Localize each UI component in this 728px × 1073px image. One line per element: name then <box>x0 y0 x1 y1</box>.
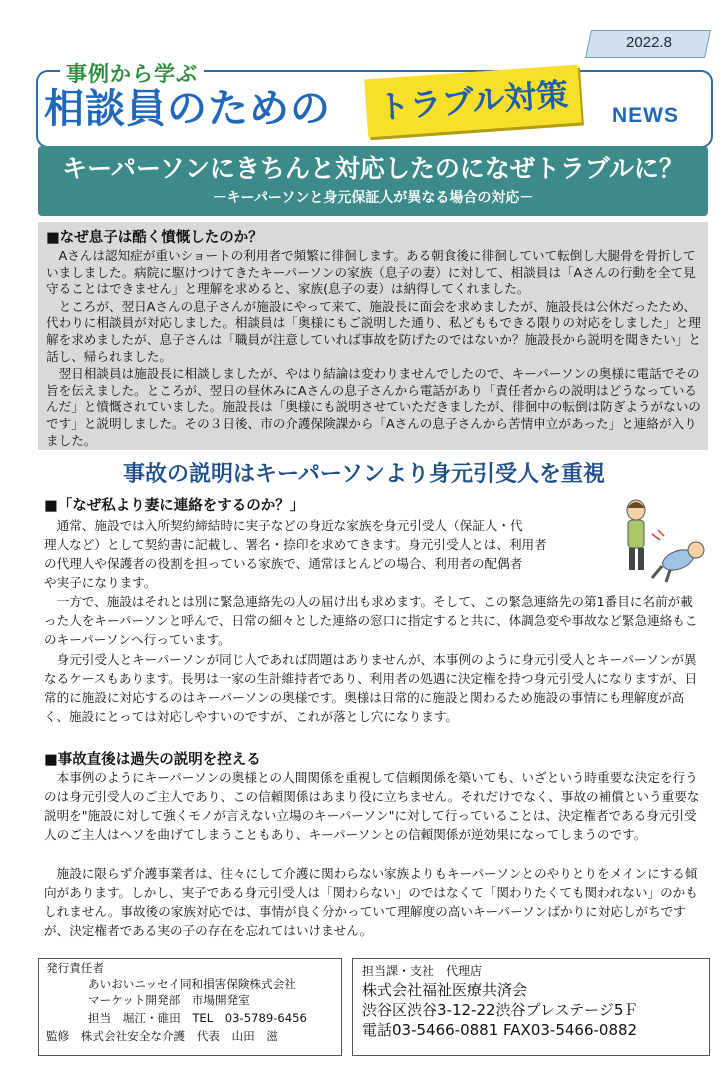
case-paragraph: ところが、翌日Aさんの息子さんが施設にやって来て、施設長に面会を求めましたが、施設長は公休だったため、代わりに相談員が対応しました。相談員は「奥様にもご説明した通り、私どももできる限りの対応をしました」と理解を求めましたが、息子さんは「職員が注意していれば事故を防げたのではないか？施設長から説明を聞きたい」と話し、帰られました。 <box>46 298 701 364</box>
section-paragraph-3 <box>44 650 704 726</box>
fallen-person-illustration <box>608 494 708 588</box>
section-paragraph-4 <box>44 768 704 844</box>
section-paragraph-2 <box>44 592 704 649</box>
news-label: NEWS <box>612 104 679 127</box>
paragraph: 一方で、施設はそれとは別に緊急連絡先の人の届け出も求めます。そして、この緊急連絡先の第1番目に名前が載った人をキーパーソンと呼んで、日常の細々とした連絡の窓口に指定すると共に、体調急変や事故など緊急連絡もこのキーパーソンへ行っています。 <box>44 594 698 647</box>
publisher-company: あいおいニッセイ同和損害保険株式会社 <box>88 977 296 991</box>
section-paragraph-5 <box>44 864 704 940</box>
paragraph-line: 通常、施設では入所契約締結時に実子などの身近な家族を身元引受人（保証人・代 <box>56 518 523 533</box>
trouble-badge-text: トラブル対策 <box>376 75 570 127</box>
agency-phone: 電話03-5466-0881 FAX03-5466-0882 <box>362 1021 638 1039</box>
paragraph: 施設に限らず介護事業者は、往々にして介護に関わらない家族よりもキーパーソンとのやりとりをメインにする傾向があります。しかし、実子である身元引受人は「関わらない」のではなくて「関わりたくても関われない」のかもしれません。事故後の家族対応では、事情が良く分かっていて理解度の高いキーパーソンばかりに対応しがちですが、決定権者である実の子の存在を忘れてはいけません。 <box>44 866 698 938</box>
agency-address: 渋谷区渋谷3-12-22渋谷プレステージ5Ｆ <box>362 1001 639 1019</box>
section-heading-1: ■「なぜ私より妻に連絡をするのか？」 <box>44 498 305 514</box>
paragraph-line: や実子になります。 <box>44 575 157 590</box>
case-heading: ■なぜ息子は酷く憤慨したのか？ <box>46 230 263 246</box>
section-heading-2: ■事故直後は過失の説明を控える <box>44 752 261 768</box>
agency-name: 株式会社福祉医療共済会 <box>362 981 528 999</box>
header-subtitle: 事例から学ぶ <box>60 58 204 88</box>
agency-label: 担当課・支社 代理店 <box>362 964 483 978</box>
publisher-dept: マーケット開発部 市場開発室 <box>88 993 250 1007</box>
header-title: 相談員のための <box>44 86 331 132</box>
paragraph: 身元引受人とキーパーソンが同じ人であれば問題はありませんが、本事例のように身元引受人とキーパーソンが異なるケースもあります。長男は一家の生計維持者であり、利用者の処遇に決定権を持つ身元引受人になりますが、日常的に施設に対応するのはキーパーソンの奥様です。奥様は日常的に施設と関わるため施設の事情にも理解度が高く、施設にとっては対応しやすいのですが、これが落とし穴になります。 <box>44 652 698 724</box>
headline-title: キーパーソンにきちんと対応したのになぜトラブルに？ <box>62 154 684 183</box>
paragraph: 本事例のようにキーパーソンの奥様との人間関係を重視して信頼関係を築いても、いざという時重要な決定を行うのは身元引受人のご主人であり、この信頼関係はあまり役に立ちません。それだけでなく、事故の補償という重要な説明を"施設に対して強くモノが言えない立場のキーパーソン"に対して行っていることは、決定権者である身元引受人のご主人はヘソを曲げてしまうこともあり、キーパーソンとの信頼関係が逆効果になってしまうのです。 <box>44 770 700 842</box>
case-paragraph: Aさんは認知症が重いショートの利用者で頻繁に徘徊します。ある朝食後に徘徊していて転倒し大腿骨を骨折していましました。病院に駆けつけてきたキーパーソンの家族（息子の妻）に対して、相談員は「Aさんの行動を全て見守ることはできません」と理解を求めると、家族(息子の妻）は納得してくれました。 <box>46 248 696 297</box>
paragraph-line: の代理人や保護者の役割を担っている家族で、通常ほとんどの場合、利用者の配偶者 <box>44 556 523 571</box>
case-body <box>46 248 702 450</box>
supervisor: 監修 株式会社安全な介護 代表 山田 滋 <box>46 1029 278 1043</box>
paragraph-line: 理人など）として契約書に記載し、署名・捺印を求めてきます。身元引受人とは、利用者 <box>44 537 547 552</box>
case-paragraph: 翌日相談員は施設長に相談しましたが、やはり結論は変わりませんでしたので、キーパーソンの奥様に電話でその旨を伝えました。ところが、翌日の昼休みにAさんの息子さんから電話があり「責任者からの説明はどうなっているんだ」と憤慨されていました。施設長は「奥様にも説明させていただきましたが、徘徊中の転倒は防ぎようがないのです」と説明しました。その３日後、市の介護保険課から「Aさんの息子さんから苦情申立があった」と連絡が入りました。 <box>46 366 701 448</box>
section-title: 事故の説明はキーパーソンより身元引受人を重視 <box>122 462 606 487</box>
headline-subtitle: －キーパーソンと身元保証人が異なる場合の対応－ <box>212 190 534 206</box>
issue-date: 2022.8 <box>626 34 672 51</box>
publisher-contact: 担当 堀江・碓田 TEL 03-5789-6456 <box>88 1011 307 1025</box>
section-paragraph-1 <box>44 516 604 592</box>
publisher-label: 発行責任者 <box>46 961 104 975</box>
